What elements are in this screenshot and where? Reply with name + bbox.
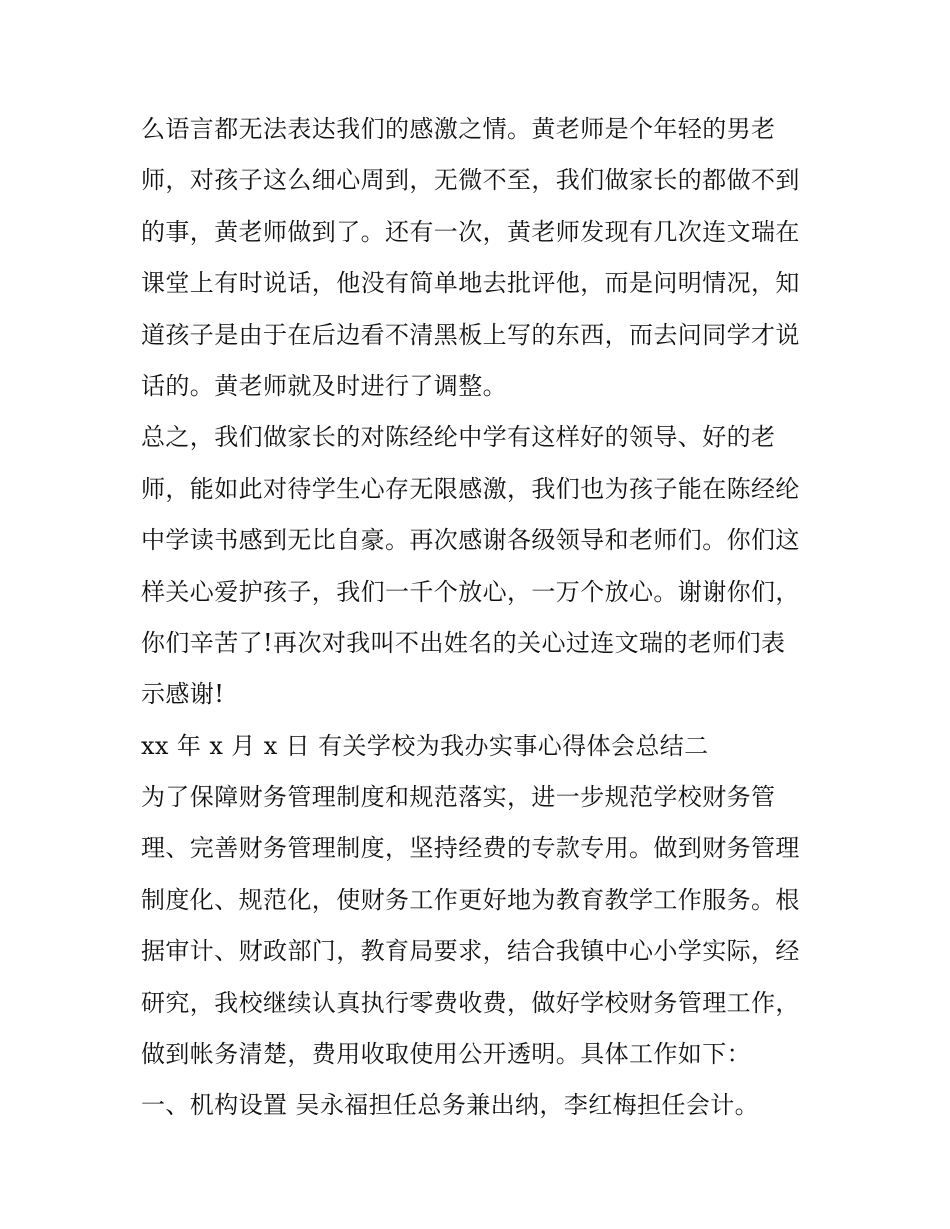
text-line: 你们辛苦了!再次对我叫不出姓名的关心过连文瑞的老师们表 [141, 628, 786, 657]
text-line: 为了保障财务管理制度和规范落实，进一步规范学校财务管 [141, 783, 776, 812]
text-line: 道孩子是由于在后边看不清黑板上写的东西，而去问同学才说 [141, 320, 800, 349]
text-line: 研究，我校继续认真执行零费收费，做好学校财务管理工作， [141, 988, 800, 1017]
text-line: 中学读书感到无比自豪。再次感谢各级领导和老师们。你们这 [141, 526, 800, 555]
text-line: 示感谢! [141, 680, 225, 709]
text-line: 话的。黄老师就及时进行了调整。 [141, 371, 507, 400]
text-line: 样关心爱护孩子，我们一千个放心，一万个放心。谢谢你们， [141, 577, 800, 606]
text-line: 师，能如此对待学生心存无限感激，我们也为孩子能在陈经纶 [141, 474, 800, 503]
text-line: 总之，我们做家长的对陈经纶中学有这样好的领导、好的老 [141, 423, 776, 452]
text-line: 课堂上有时说话，他没有简单地去批评他，而是问明情况，知 [141, 269, 800, 298]
text-line: 据审计、财政部门，教育局要求，结合我镇中心小学实际，经 [141, 937, 800, 966]
text-line: 一、机构设置 吴永福担任总务兼出纳，李红梅担任会计。 [141, 1091, 760, 1120]
document-body [141, 104, 821, 1132]
text-line: 师，对孩子这么细心周到，无微不至，我们做家长的都做不到 [141, 166, 800, 195]
section-heading: xx 年 x 月 x 日 有关学校为我办实事心得体会总结二 [141, 731, 709, 760]
text-line: 做到帐务清楚，费用收取使用公开透明。具体工作如下： [141, 1040, 751, 1069]
text-line: 的事，黄老师做到了。还有一次，黄老师发现有几次连文瑞在 [141, 217, 800, 246]
text-line: 理、完善财务管理制度，坚持经费的专款专用。做到财务管理 [141, 834, 800, 863]
text-line: 么语言都无法表达我们的感激之情。黄老师是个年轻的男老 [141, 115, 776, 143]
text-line: 制度化、规范化，使财务工作更好地为教育教学工作服务。根 [141, 885, 800, 914]
